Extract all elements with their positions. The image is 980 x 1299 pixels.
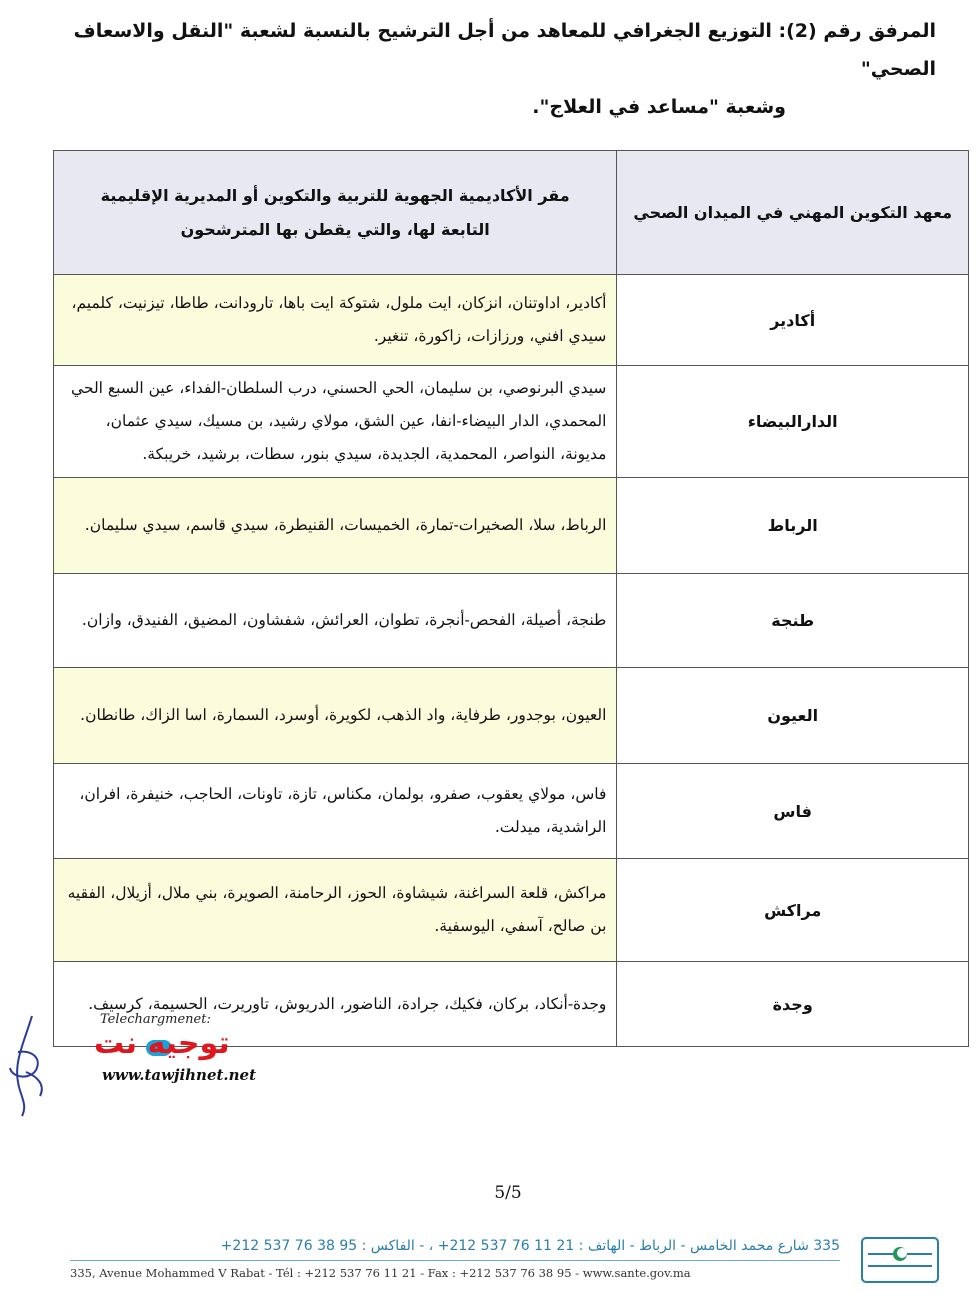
header-institute: معهد التكوين المهني في الميدان الصحي: [617, 151, 969, 275]
table-header-row: [54, 151, 969, 275]
tawjihnet-watermark: [92, 1012, 272, 1086]
table-row: [54, 668, 969, 764]
row-areas: فاس، مولاي يعقوب، صفرو، بولمان، مكناس، تازة، تاونات، الحاجب، خنيفرة، افران، الراشدية، ميدلت.: [54, 764, 617, 859]
row-areas: طنجة، أصيلة، الفحص-أنجرة، تطوان، العرائش، شفشاون، المضيق، الفنيدق، وازان.: [54, 574, 617, 668]
table-row: [54, 275, 969, 366]
footer-address-french: 335, Avenue Mohammed V Rabat - Tél : +212 537 76 11 21 - Fax : +212 537 76 38 95 - www.sante.gov.ma: [70, 1266, 691, 1280]
row-city: مراكش: [617, 859, 969, 962]
footer-divider: [70, 1260, 840, 1261]
watermark-logo: توجيه نت: [94, 1026, 230, 1061]
page-footer: [0, 1232, 980, 1292]
row-city: طنجة: [617, 574, 969, 668]
table-row: [54, 859, 969, 962]
row-city: وجدة: [617, 962, 969, 1047]
table-row: [54, 478, 969, 574]
page-number: 5/5: [494, 1183, 522, 1203]
row-city: العيون: [617, 668, 969, 764]
row-city: فاس: [617, 764, 969, 859]
header-academy: مقر الأكاديمية الجهوية للتربية والتكوين أو المديرية الإقليمية التابعة لها، والتي يقطن بها المترشحون: [54, 151, 617, 275]
document-heading: [36, 12, 936, 126]
row-areas: العيون، بوجدور، طرفاية، واد الذهب، لكويرة، أوسرد، السمارة، اسا الزاك، طانطان.: [54, 668, 617, 764]
row-city: الرباط: [617, 478, 969, 574]
distribution-table: [53, 150, 969, 1047]
heading-line-2: وشعبة "مساعد في العلاج".: [532, 96, 786, 118]
table-row: [54, 574, 969, 668]
watermark-label: Telechargmenet:: [100, 1012, 211, 1027]
footer-address-arabic: 335 شارع محمد الخامس - الرباط - الهاتف : 21 11 76 537 212+ ، - الفاكس : 95 38 76 537 212+: [220, 1238, 840, 1254]
row-city: الدارالبيضاء: [617, 366, 969, 478]
row-areas: سيدي البرنوصي، بن سليمان، الحي الحسني، درب السلطان-الفداء، عين السبع الحي المحمدي، الدار البيضاء-انفا، عين الشق، مولاي رشيد، بن مسيك، سيدي عثمان، مديونة، النواصر، المحمدية، الجديدة، سيدي بنور، سطات، برشيد، خريبكة.: [54, 366, 617, 478]
row-areas: أكادير، اداوتنان، انزكان، ايت ملول، شتوكة ايت باها، تارودانت، طاطا، تيزنيت، كلميم، سيدي افني، ورزازات، زاكورة، تنغير.: [54, 275, 617, 366]
row-areas: الرباط، سلا، الصخيرات-تمارة، الخميسات، القنيطرة، سيدي قاسم، سيدي سليمان.: [54, 478, 617, 574]
ministry-emblem-icon: [858, 1232, 942, 1288]
row-areas: وجدة-أنكاد، بركان، فكيك، جرادة، الناضور، الدريوش، تاوريرت، الحسيمة، كرسيف.: [54, 962, 617, 1047]
table-row: [54, 764, 969, 859]
row-city: أكادير: [617, 275, 969, 366]
table-row: [54, 366, 969, 478]
row-areas: مراكش، قلعة السراغنة، شيشاوة، الحوز، الرحامنة، الصويرة، بني ملال، أزيلال، الفقيه بن صالح، آسفي، اليوسفية.: [54, 859, 617, 962]
heading-line-1: المرفق رقم (2): التوزيع الجغرافي للمعاهد من أجل الترشيح بالنسبة لشعبة "النقل والاسعاف الصحي": [73, 20, 936, 80]
signature-scribble: [2, 1012, 62, 1122]
watermark-url: www.tawjihnet.net: [102, 1066, 257, 1084]
